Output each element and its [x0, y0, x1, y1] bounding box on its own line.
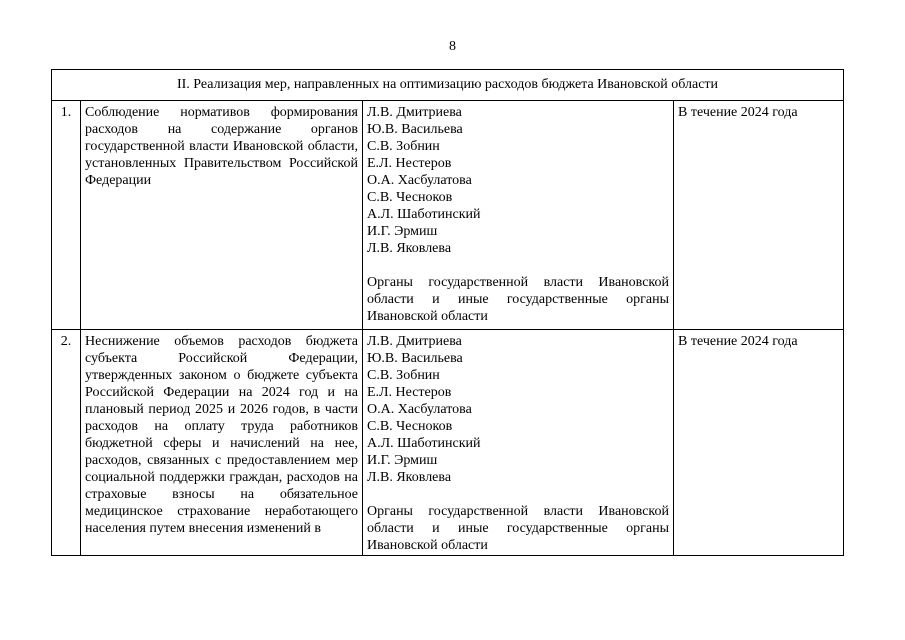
responsible-name: А.Л. Шаботинский: [367, 436, 481, 451]
responsible-names-list: [367, 333, 669, 486]
page-number: 8: [449, 39, 456, 54]
responsible-cell: [363, 101, 674, 330]
row-number: 1.: [52, 101, 81, 330]
responsible-name: Л.В. Яковлева: [367, 470, 452, 485]
section-header: II. Реализация мер, направленных на оптимизацию расходов бюджета Ивановской области: [52, 70, 844, 101]
action-text: Неснижение объемов расходов бюджета субъекта Российской Федерации, утвержденных законом о бюджете субъекта Российской Федерации на 2024 год и на плановый период 2025 и 2026 годов, в части расходов на оплату труда работников бюджетной сферы и начислений на нее, расходов, связанных с предоставлением мер социальной поддержки граждан, расходов на страховые взносы на обязательное медицинское страхование неработающего населения путем внесения изменений в: [85, 334, 358, 536]
responsible-name: Л.В. Дмитриева: [367, 334, 462, 349]
responsible-org: Органы государственной власти Ивановской области и иные государственные органы Ивановской области: [367, 504, 669, 553]
responsible-name: Е.Л. Нестеров: [367, 156, 452, 171]
table-row: [52, 101, 844, 330]
responsible-names-list: [367, 104, 669, 257]
responsible-name: А.Л. Шаботинский: [367, 207, 481, 222]
action-cell: [81, 330, 363, 556]
section-header-row: [52, 70, 844, 101]
responsible-name: С.В. Зобнин: [367, 139, 440, 154]
deadline: В течение 2024 года: [674, 330, 844, 556]
deadline: В течение 2024 года: [674, 101, 844, 330]
responsible-name: С.В. Зобнин: [367, 368, 440, 383]
responsible-name: Л.В. Яковлева: [367, 241, 452, 256]
responsible-name: О.А. Хасбулатова: [367, 402, 472, 417]
row-number: 2.: [52, 330, 81, 556]
responsible-name: Л.В. Дмитриева: [367, 105, 462, 120]
responsible-name: С.В. Чесноков: [367, 190, 453, 205]
responsible-org: Органы государственной власти Ивановской области и иные государственные органы Ивановской области: [367, 275, 669, 324]
action-text: Соблюдение нормативов формирования расходов на содержание органов государственной власти Ивановской области, установленных Правительством Российской Федерации: [81, 101, 363, 330]
responsible-name: Ю.В. Васильева: [367, 122, 463, 137]
responsible-name: И.Г. Эрмиш: [367, 453, 438, 468]
responsible-name: О.А. Хасбулатова: [367, 173, 472, 188]
responsible-name: Ю.В. Васильева: [367, 351, 463, 366]
responsible-name: Е.Л. Нестеров: [367, 385, 452, 400]
responsible-cell: [363, 330, 674, 556]
responsible-name: С.В. Чесноков: [367, 419, 453, 434]
measures-table: [51, 69, 844, 556]
responsible-name: И.Г. Эрмиш: [367, 224, 438, 239]
table-row: [52, 330, 844, 556]
